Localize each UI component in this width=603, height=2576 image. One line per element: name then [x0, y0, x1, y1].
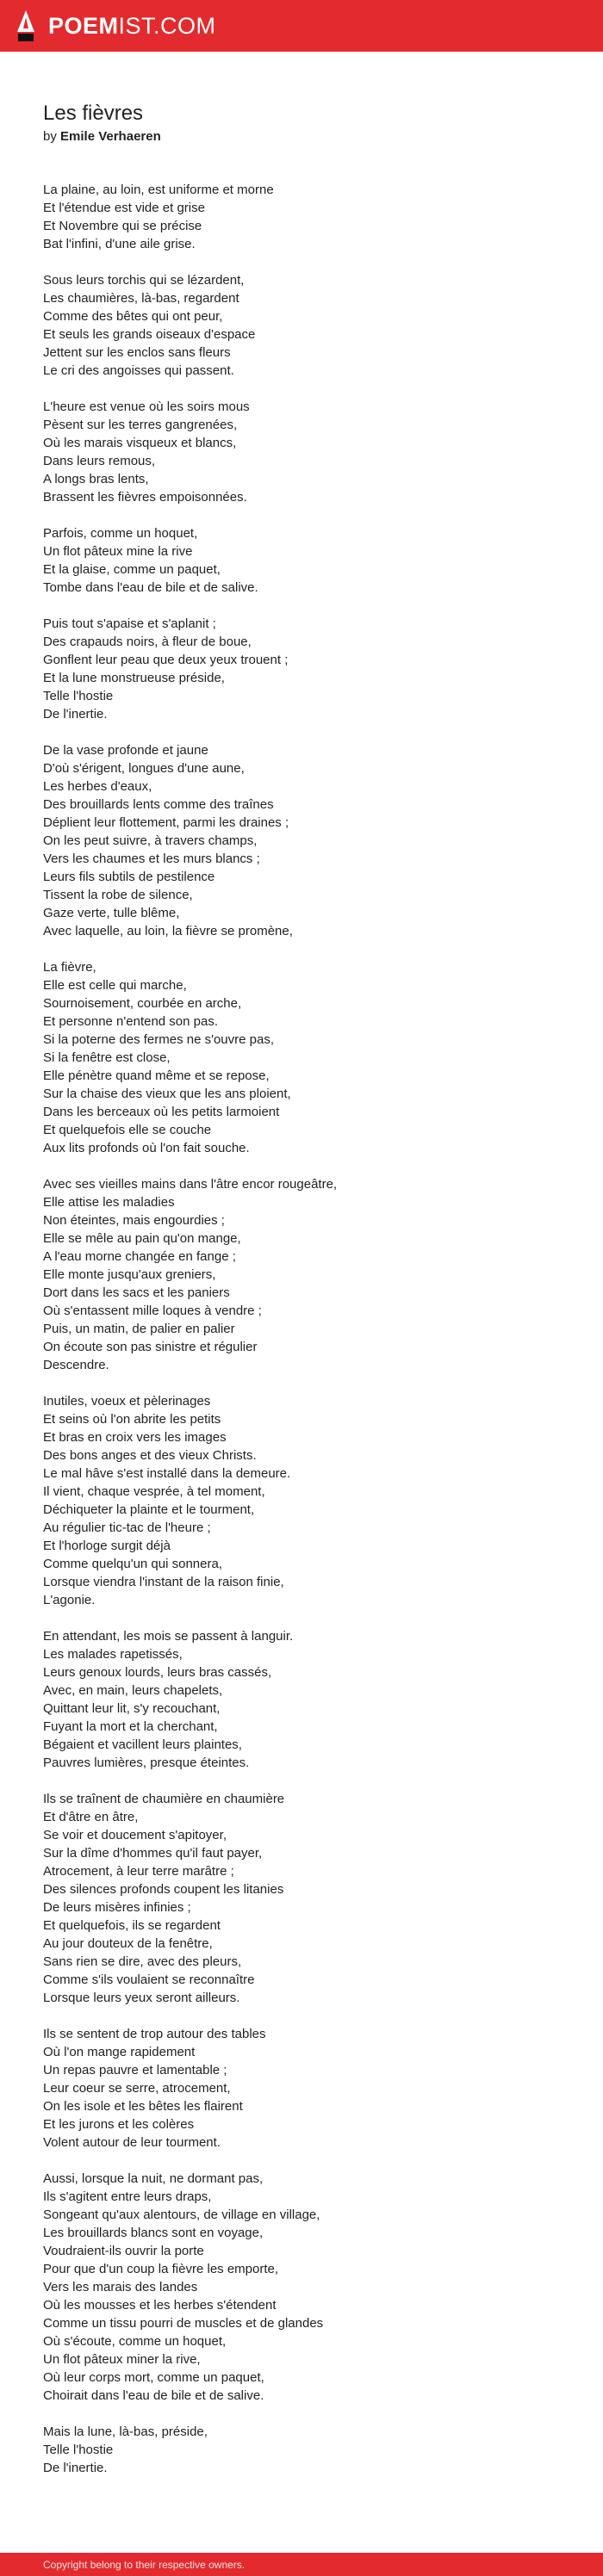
poem-article — [43, 102, 560, 2495]
poem-line: Les brouillards blancs sont en voyage, — [43, 2226, 264, 2240]
poem-line: Jettent sur les enclos sans fleurs — [43, 345, 231, 360]
byline — [43, 129, 560, 145]
poem-line: Inutiles, voeux et pèlerinages — [43, 1394, 211, 1409]
poem-line: L'agonie. — [43, 1593, 96, 1607]
poem-line: Sans rien se dire, avec des pleurs, — [43, 1954, 242, 1969]
poem-line: Puis, un matin, de palier en palier — [43, 1322, 235, 1336]
poem-line: Leurs fils subtils de pestilence — [43, 870, 215, 884]
poem-line: La fièvre, — [43, 960, 96, 975]
poem-line: Il vient, chaque vesprée, à tel moment, — [43, 1484, 265, 1499]
poem-line: A longs bras lents, — [43, 472, 149, 486]
poem-line: Et l'étendue est vide et grise — [43, 201, 205, 215]
poem-line: Comme quelqu'un qui sonnera, — [43, 1557, 222, 1571]
poem-line: Volent autour de leur tourment. — [43, 2135, 221, 2150]
poem-line: Telle l'hostie — [43, 2443, 114, 2457]
poem-line: Au régulier tic-tac de l'heure ; — [43, 1520, 211, 1535]
copyright-text: Copyright belong to their respective owners. — [43, 2558, 246, 2571]
poem-stanza — [43, 2170, 560, 2405]
poem-stanza — [43, 1392, 560, 1609]
poem-line: Un repas pauvre et lamentable ; — [43, 2063, 227, 2078]
poem-line: Avec laquelle, au loin, la fièvre se promène, — [43, 924, 293, 938]
poem-stanza — [43, 2025, 560, 2152]
poem-line: Elle est celle qui marche, — [43, 978, 187, 993]
poem-stanza — [43, 1175, 560, 1374]
poem-line: Où s'entassent mille loques à vendre ; — [43, 1303, 262, 1318]
poem-stanza — [43, 958, 560, 1157]
poem-line: Et personne n'entend son pas. — [43, 1014, 219, 1029]
poem-line: Le cri des angoisses qui passent. — [43, 363, 234, 378]
poem-line: Des bons anges et des vieux Christs. — [43, 1448, 257, 1463]
poem-line: Quittant leur lit, s'y recouchant, — [43, 1701, 221, 1716]
poem-line: Lorsque viendra l'instant de la raison finie, — [43, 1575, 284, 1589]
poem-line: Comme un tissu pourri de muscles et de glandes — [43, 2316, 324, 2331]
poem-line: Déchiqueter la plainte et le tourment, — [43, 1502, 255, 1517]
poem-stanza — [43, 524, 560, 597]
poem-line: Lorsque leurs yeux seront ailleurs. — [43, 1991, 240, 2005]
poem-stanza — [43, 271, 560, 380]
poem-title: Les fièvres — [43, 102, 144, 125]
poem-line: De l'inertie. — [43, 707, 108, 721]
byline-prefix: by — [43, 129, 57, 144]
poem-line: De l'inertie. — [43, 2461, 108, 2475]
poem-line: Et seins où l'on abrite les petits — [43, 1412, 221, 1427]
poem-line: A l'eau morne changée en fange ; — [43, 1249, 236, 1264]
poem-line: Leur coeur se serre, atrocement, — [43, 2081, 231, 2096]
poem-line: Descendre. — [43, 1358, 109, 1372]
poem-stanza — [43, 1790, 560, 2007]
poem-line: Leurs genoux lourds, leurs bras cassés, — [43, 1665, 272, 1680]
poem-line: Elle pénètre quand même et se repose, — [43, 1068, 270, 1083]
logo-text-light: IST.COM — [118, 12, 216, 39]
poem-line: Et quelquefois elle se couche — [43, 1123, 212, 1137]
poem-line: Elle monte jusqu'aux greniers, — [43, 1267, 216, 1282]
poem-line: D'où s'érigent, longues d'une aune, — [43, 761, 245, 776]
poem-stanza — [43, 181, 560, 253]
poem-line: Brassent les fièvres empoisonnées. — [43, 490, 247, 505]
poem-line: Où les marais visqueux et blancs, — [43, 436, 237, 450]
poem-line: Des brouillards lents comme des traînes — [43, 797, 274, 812]
poem-line: Dans leurs remous, — [43, 454, 156, 468]
poem-line: Sur la dîme d'hommes qu'il faut payer, — [43, 1846, 263, 1861]
poem-line: Comme des bêtes qui ont peur, — [43, 309, 223, 324]
poem-line: Ils se sentent de trop autour des tables — [43, 2027, 266, 2041]
poem-line: Elle attise les maladies — [43, 1195, 175, 1210]
author-name: Emile Verhaeren — [60, 129, 161, 144]
poem-line: Bégaient et vacillent leurs plaintes, — [43, 1737, 242, 1752]
poem-line: Où l'on mange rapidement — [43, 2045, 196, 2059]
pen-nib-icon — [16, 9, 36, 42]
poem-line: Songeant qu'aux alentours, de village en village, — [43, 2208, 320, 2222]
poem-line: Et l'horloge surgit déjà — [43, 1539, 171, 1553]
site-logo[interactable] — [16, 9, 216, 42]
poem-line: Les chaumières, là-bas, regardent — [43, 291, 239, 306]
poem-line: Et seuls les grands oiseaux d'espace — [43, 327, 256, 342]
poem-stanza — [43, 1627, 560, 1772]
poem-line: Gaze verte, tulle blême, — [43, 906, 180, 920]
poem-line: Pour que d'un coup la fièvre les emporte, — [43, 2262, 279, 2276]
poem-line: L'heure est venue où les soirs mous — [43, 399, 250, 414]
poem-line: Choirait dans l'eau de bile et de salive. — [43, 2388, 264, 2403]
poem-stanza — [43, 398, 560, 506]
poem-line: Puis tout s'apaise et s'aplanit ; — [43, 616, 216, 631]
poem-line: Elle se mêle au pain qu'on mange, — [43, 1231, 241, 1246]
poem-line: Un flot pâteux mine la rive — [43, 544, 193, 559]
poem-stanza — [43, 2423, 560, 2477]
poem-line: Non éteintes, mais engourdies ; — [43, 1213, 225, 1228]
footer — [0, 2553, 603, 2576]
poem-line: Les malades rapetissés, — [43, 1647, 183, 1662]
poem-line: Au jour douteux de la fenêtre, — [43, 1936, 213, 1951]
poem-line: Tissent la robe de silence, — [43, 888, 193, 902]
poem-line: Pèsent sur les terres gangrenées, — [43, 418, 238, 432]
poem-line: De leurs misères infinies ; — [43, 1900, 191, 1915]
poem-line: Aux lits profonds où l'on fait souche. — [43, 1141, 250, 1155]
poem-line: Ils s'agitent entre leurs draps, — [43, 2189, 212, 2204]
poem-line: En attendant, les mois se passent à languir. — [43, 1629, 294, 1644]
poem-line: Aussi, lorsque la nuit, ne dormant pas, — [43, 2171, 264, 2186]
poem-line: Où s'écoute, comme un hoquet, — [43, 2334, 227, 2349]
poem-line: On les isole et les bêtes les flairent — [43, 2099, 243, 2114]
poem-line: Atrocement, à leur terre marâtre ; — [43, 1864, 234, 1879]
poem-line: Des silences profonds coupent les litanies — [43, 1882, 284, 1897]
poem-line: Parfois, comme un hoquet, — [43, 526, 198, 541]
poem-line: Dort dans les sacs et les paniers — [43, 1285, 230, 1300]
poem-line: Et quelquefois, ils se regardent — [43, 1918, 221, 1933]
poem-line: Et la glaise, comme un paquet, — [43, 562, 221, 577]
poem-body — [43, 181, 560, 2477]
poem-line: Où les mousses et les herbes s'étendent — [43, 2298, 277, 2313]
poem-line: Pauvres lumières, presque éteintes. — [43, 1756, 250, 1770]
poem-line: Si la poterne des fermes ne s'ouvre pas, — [43, 1032, 275, 1047]
poem-line: Se voir et doucement s'apitoyer, — [43, 1828, 227, 1842]
poem-line: Déplient leur flottement, parmi les draines ; — [43, 815, 289, 830]
poem-line: Ils se traînent de chaumière en chaumière — [43, 1792, 285, 1806]
poem-line: On écoute son pas sinistre et régulier — [43, 1340, 258, 1354]
poem-line: Et bras en croix vers les images — [43, 1430, 227, 1445]
poem-line: Et d'âtre en âtre, — [43, 1810, 139, 1824]
poem-line: Et la lune monstrueuse préside, — [43, 671, 225, 685]
poem-line: Et Novembre qui se précise — [43, 219, 202, 233]
poem-line: Vers les marais des landes — [43, 2280, 198, 2294]
poem-line: Gonflent leur peau que deux yeux trouent ; — [43, 653, 289, 667]
poem-line: Des crapauds noirs, à fleur de boue, — [43, 635, 252, 649]
top-bar — [0, 0, 603, 52]
poem-line: Un flot pâteux miner la rive, — [43, 2352, 201, 2367]
poem-line: De la vase profonde et jaune — [43, 743, 208, 758]
poem-line: Si la fenêtre est close, — [43, 1050, 171, 1065]
poem-stanza — [43, 741, 560, 940]
poem-line: Sournoisement, courbée en arche, — [43, 996, 242, 1011]
poem-line: Fuyant la mort et la cherchant, — [43, 1719, 218, 1734]
poem-line: Sur la chaise des vieux que les ans ploient, — [43, 1087, 291, 1101]
poem-line: Voudraient-ils ouvrir la porte — [43, 2244, 204, 2258]
poem-line: La plaine, au loin, est uniforme et morne — [43, 183, 274, 197]
poem-line: Mais la lune, là-bas, préside, — [43, 2424, 208, 2439]
poem-line: Tombe dans l'eau de bile et de salive. — [43, 580, 258, 595]
poem-stanza — [43, 615, 560, 723]
poem-line: Dans les berceaux où les petits larmoient — [43, 1105, 280, 1119]
poem-line: Avec ses vieilles mains dans l'âtre encor rougeâtre, — [43, 1177, 338, 1192]
logo-text-bold: POEM — [48, 12, 119, 39]
poem-line: On les peut suivre, à travers champs, — [43, 833, 258, 848]
poem-line: Les herbes d'eaux, — [43, 779, 152, 794]
poem-line: Vers les chaumes et les murs blancs ; — [43, 851, 260, 866]
poem-line: Sous leurs torchis qui se lézardent, — [43, 273, 245, 288]
poem-line: Bat l'infini, d'une aile grise. — [43, 237, 196, 251]
poem-line: Où leur corps mort, comme un paquet, — [43, 2370, 264, 2385]
poem-line: Telle l'hostie — [43, 689, 114, 703]
poem-line: Avec, en main, leurs chapelets, — [43, 1683, 223, 1698]
poem-line: Et les jurons et les colères — [43, 2117, 195, 2132]
poem-line: Le mal hâve s'est installé dans la demeure. — [43, 1466, 291, 1481]
poem-line: Comme s'ils voulaient se reconnaître — [43, 1972, 255, 1987]
